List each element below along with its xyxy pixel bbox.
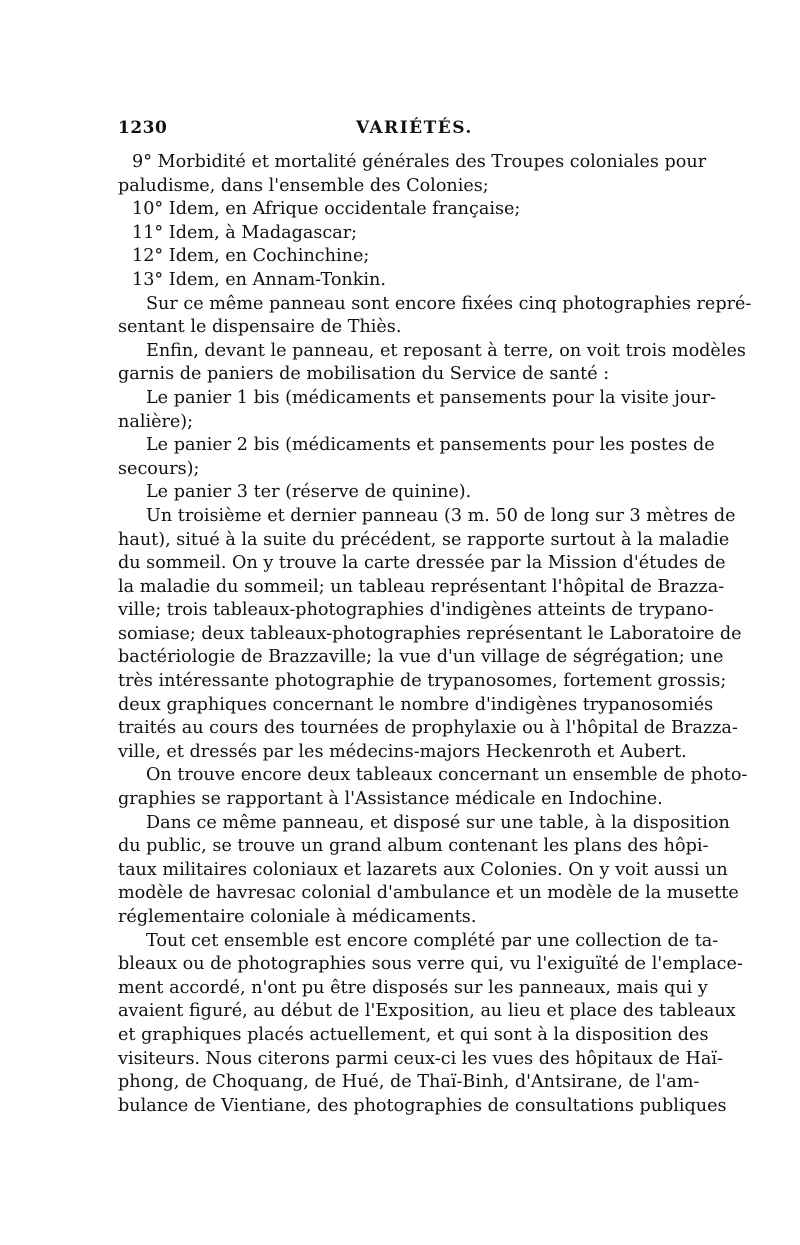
text-line: paludisme, dans l'ensemble des Colonies; bbox=[118, 175, 489, 196]
running-title: VARIÉTÉS. bbox=[356, 118, 473, 138]
text-line: phong, de Choquang, de Hué, de Thaï-Binh, d'Antsirane, de l'am- bbox=[118, 1072, 700, 1093]
text-line: du sommeil. On y trouve la carte dressée par la Mission d'études de bbox=[118, 553, 726, 574]
page-number: 1230 bbox=[118, 118, 168, 138]
text-line: du public, se trouve un grand album contenant les plans des hôpi- bbox=[118, 836, 709, 857]
text-line: et graphiques placés actuellement, et qui sont à la disposition des bbox=[118, 1024, 709, 1045]
text-line: Le panier 2 bis (médicaments et pansements pour les postes de bbox=[146, 435, 715, 456]
text-line: ville, et dressés par les médecins-majors Heckenroth et Aubert. bbox=[118, 741, 687, 762]
text-line: 13° Idem, en Annam-Tonkin. bbox=[132, 269, 386, 290]
text-line: ment accordé, n'ont pu être disposés sur les panneaux, mais qui y bbox=[118, 977, 708, 998]
text-line: Dans ce même panneau, et disposé sur une table, à la disposition bbox=[146, 812, 730, 833]
text-line: ville; trois tableaux-photographies d'indigènes atteints de trypano- bbox=[118, 600, 714, 621]
text-line: graphies se rapportant à l'Assistance médicale en Indochine. bbox=[118, 789, 663, 810]
text-line: Un troisième et dernier panneau (3 m. 50 de long sur 3 mètres de bbox=[146, 505, 736, 526]
text-line: bulance de Vientiane, des photographies de consultations publiques bbox=[118, 1095, 727, 1116]
text-line: 11° Idem, à Madagascar; bbox=[132, 222, 358, 243]
text-line: bactériologie de Brazzaville; la vue d'un village de ségrégation; une bbox=[118, 647, 724, 668]
text-line: nalière); bbox=[118, 411, 194, 432]
text-line: bleaux ou de photographies sous verre qui, vu l'exiguïté de l'emplace- bbox=[118, 954, 743, 975]
text-line: somiase; deux tableaux-photographies représentant le Laboratoire de bbox=[118, 623, 742, 644]
text-line: réglementaire coloniale à médicaments. bbox=[118, 907, 477, 927]
text-line: secours); bbox=[118, 458, 200, 479]
text-line: taux militaires coloniaux et lazarets aux Colonies. On y voit aussi un bbox=[118, 859, 728, 880]
text-line: Sur ce même panneau sont encore fixées cinq photographies repré- bbox=[146, 293, 752, 314]
text-line: garnis de paniers de mobilisation du Service de santé : bbox=[118, 364, 610, 385]
text-line: traités au cours des tournées de prophylaxie ou à l'hôpital de Brazza- bbox=[118, 718, 738, 739]
text-line: haut), situé à la suite du précédent, se rapporte surtout à la maladie bbox=[118, 529, 730, 550]
text-line: avaient figuré, au début de l'Exposition, au lieu et place des tableaux bbox=[118, 1001, 736, 1022]
body-text bbox=[118, 151, 752, 1118]
text-line: 12° Idem, en Cochinchine; bbox=[132, 246, 370, 267]
text-line: Tout cet ensemble est encore complété par une collection de ta- bbox=[146, 930, 719, 951]
text-line: deux graphiques concernant le nombre d'indigènes trypanosomiés bbox=[118, 694, 714, 715]
text-line: Le panier 3 ter (réserve de quinine). bbox=[146, 482, 472, 503]
text-line: 9° Morbidité et mortalité générales des Troupes coloniales pour bbox=[132, 152, 707, 172]
page-header bbox=[118, 118, 680, 148]
text-line: On trouve encore deux tableaux concernant un ensemble de photo- bbox=[146, 765, 748, 786]
text-line: Le panier 1 bis (médicaments et pansements pour la visite jour- bbox=[146, 387, 717, 408]
text-line: très intéressante photographie de trypanosomes, fortement grossis; bbox=[118, 671, 727, 692]
text-line: visiteurs. Nous citerons parmi ceux-ci les vues des hôpitaux de Haï- bbox=[118, 1048, 723, 1069]
text-line: 10° Idem, en Afrique occidentale française; bbox=[132, 199, 521, 220]
text-line: Enfin, devant le panneau, et reposant à terre, on voit trois modèles bbox=[146, 340, 746, 361]
text-line: sentant le dispensaire de Thiès. bbox=[118, 317, 402, 338]
text-line: modèle de havresac colonial d'ambulance et un modèle de la musette bbox=[118, 883, 739, 904]
text-line: la maladie du sommeil; un tableau représentant l'hôpital de Brazza- bbox=[118, 576, 725, 597]
